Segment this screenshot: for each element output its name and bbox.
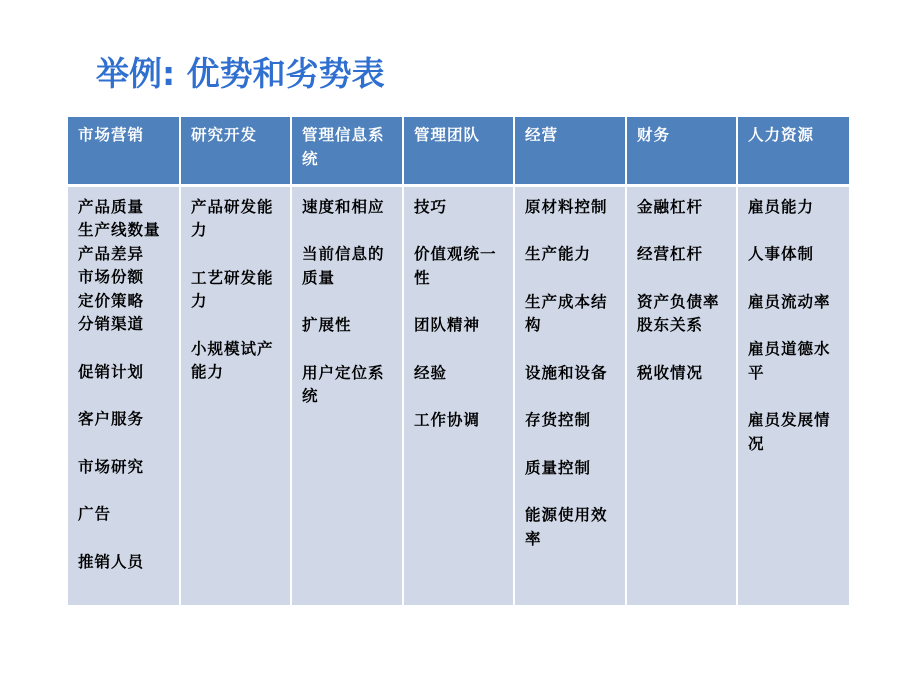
cell-human-resources (737, 185, 849, 605)
cell-operations (514, 185, 626, 605)
list-item: 资产负债率 (637, 292, 720, 311)
list-item: 雇员流动率 (748, 292, 831, 311)
list-item: 雇员道德水平 (748, 340, 831, 382)
header-management-team: 管理团队 (403, 117, 514, 185)
list-item: 产品差异 (78, 244, 145, 263)
header-rnd: 研究开发 (180, 117, 291, 185)
list-item: 股东关系 (637, 316, 704, 334)
table-header-row (68, 117, 849, 185)
list-item: 促销计划 (78, 362, 145, 381)
table-row (68, 185, 849, 605)
list-item: 用户定位系统 (302, 363, 385, 405)
cell-rnd (180, 185, 291, 605)
slide-title: 举例: 优势和劣势表 (96, 54, 385, 93)
list-item: 人事体制 (748, 245, 815, 263)
list-item: 市场研究 (78, 457, 145, 476)
header-human-resources: 人力资源 (737, 117, 849, 185)
list-item: 分销渠道 (78, 315, 145, 333)
list-item: 速度和相应 (302, 197, 385, 216)
list-item: 经验 (414, 363, 448, 382)
list-item: 税收情况 (637, 363, 704, 382)
list-item: 经营杠杆 (637, 245, 704, 263)
list-item: 设施和设备 (525, 363, 608, 382)
list-item: 团队精神 (414, 316, 481, 334)
list-item: 生产能力 (525, 245, 592, 263)
header-marketing: 市场营销 (68, 117, 180, 185)
list-item: 能源使用效率 (525, 506, 608, 548)
list-item: 产品质量 (78, 197, 145, 216)
list-item: 雇员发展情况 (748, 411, 831, 453)
header-operations: 经营 (514, 117, 626, 185)
list-item: 扩展性 (302, 316, 352, 334)
list-item: 小规模试产能力 (191, 339, 274, 381)
list-item: 产品研发能力 (191, 197, 274, 239)
list-item: 市场份额 (78, 268, 145, 286)
list-item: 生产成本结构 (525, 292, 608, 334)
list-item: 推销人员 (78, 552, 145, 571)
cell-management-team (403, 185, 514, 605)
list-item: 原材料控制 (525, 197, 608, 216)
list-item: 技巧 (414, 197, 448, 216)
list-item: 定价策略 (78, 291, 145, 310)
list-item: 生产线数量 (78, 221, 161, 239)
cell-finance (626, 185, 737, 605)
list-item: 雇员能力 (748, 197, 815, 216)
cell-marketing (68, 185, 180, 605)
list-item: 广告 (78, 505, 112, 523)
list-item: 工作协调 (414, 411, 481, 429)
cell-mis (291, 185, 403, 605)
list-item: 价值观统一性 (414, 245, 497, 287)
header-mis: 管理信息系统 (291, 117, 403, 185)
list-item: 金融杠杆 (637, 197, 704, 216)
strengths-weaknesses-table (68, 117, 849, 605)
list-item: 质量控制 (525, 458, 592, 477)
list-item: 当前信息的质量 (302, 245, 385, 287)
list-item: 客户服务 (78, 410, 145, 428)
header-finance: 财务 (626, 117, 737, 185)
list-item: 存货控制 (525, 411, 592, 429)
list-item: 工艺研发能力 (191, 268, 274, 310)
